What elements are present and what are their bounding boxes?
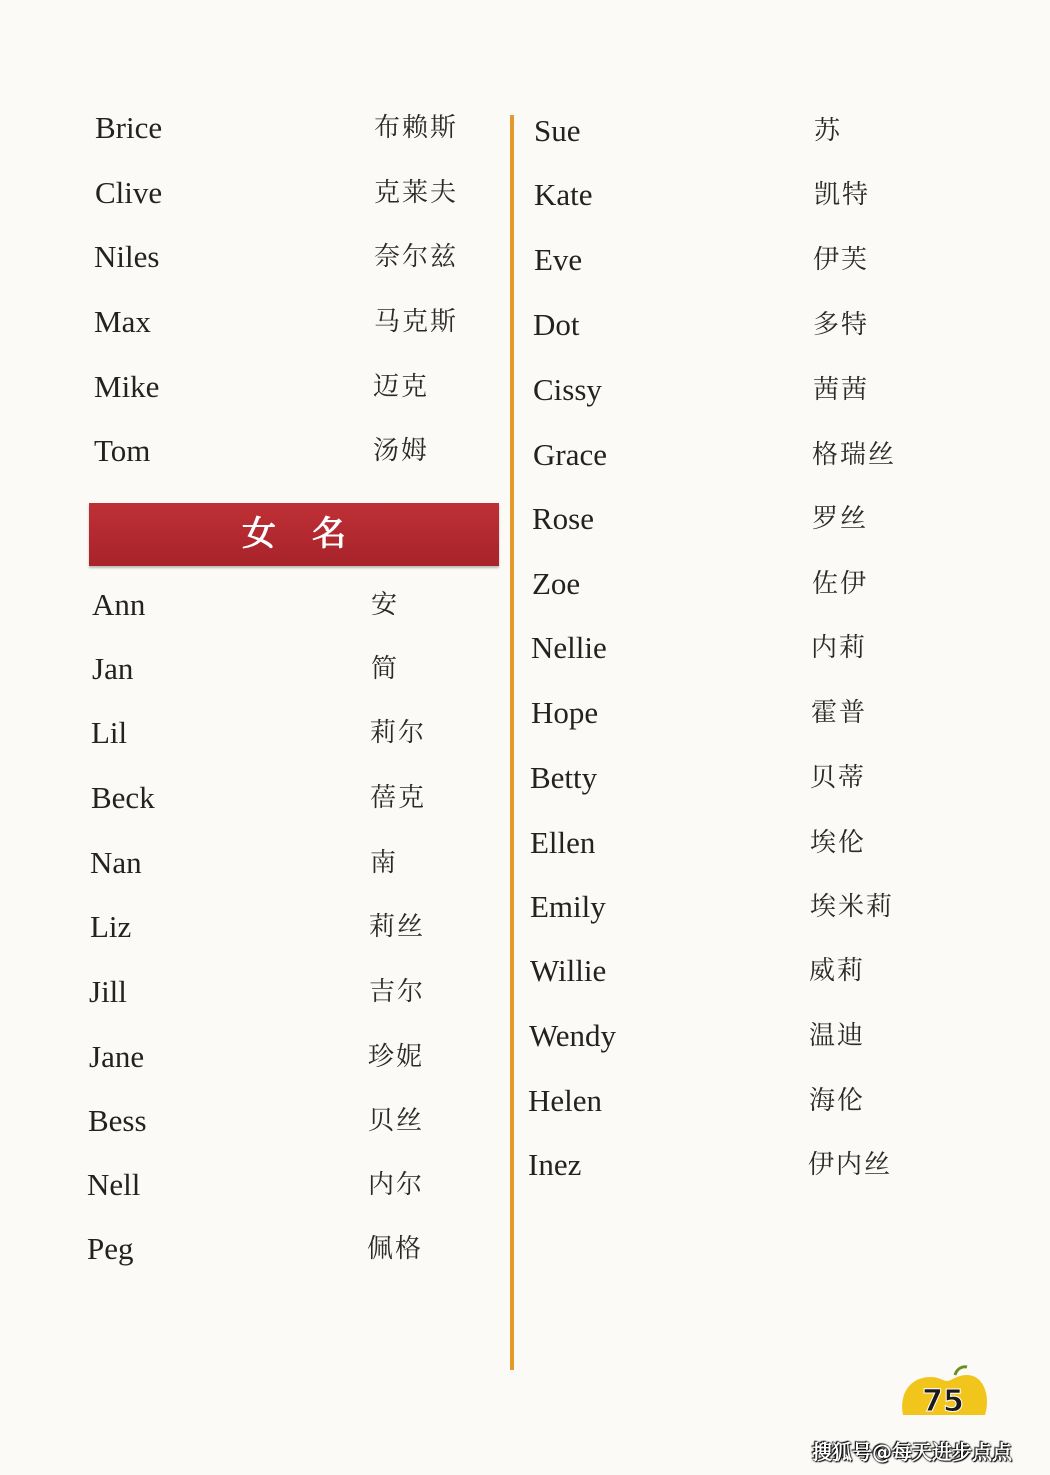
english-name: Mike <box>94 369 160 404</box>
chinese-name: 迈克 <box>373 372 430 402</box>
english-name: Nell <box>87 1167 141 1202</box>
english-name: Lil <box>91 715 128 750</box>
chinese-name: 奈尔兹 <box>374 242 459 272</box>
english-name: Ellen <box>530 825 596 860</box>
chinese-name: 内尔 <box>368 1170 425 1200</box>
chinese-name: 海伦 <box>809 1086 866 1116</box>
english-name: Helen <box>528 1083 603 1118</box>
chinese-name: 佩格 <box>367 1234 424 1264</box>
chinese-name: 布赖斯 <box>374 113 459 143</box>
english-name: Peg <box>87 1231 134 1266</box>
chinese-name: 汤姆 <box>373 436 430 466</box>
english-name: Betty <box>530 760 598 795</box>
chinese-name: 温迪 <box>809 1021 866 1051</box>
english-name: Ann <box>92 587 146 622</box>
page-number: 75 <box>922 1384 964 1415</box>
chinese-name: 霍普 <box>811 698 868 728</box>
chinese-name: 莉丝 <box>369 912 426 942</box>
english-name: Jane <box>89 1039 145 1074</box>
english-name: Willie <box>530 953 607 988</box>
english-name: Zoe <box>532 566 581 601</box>
chinese-name: 多特 <box>813 310 870 340</box>
apple-stem-icon <box>955 1367 967 1375</box>
chinese-name: 佐伊 <box>812 569 869 599</box>
english-name: Wendy <box>529 1018 617 1053</box>
chinese-name: 埃伦 <box>810 828 867 858</box>
chinese-name: 安 <box>371 590 400 620</box>
section-heading-banner <box>89 503 499 566</box>
column-divider <box>510 115 514 1370</box>
english-name: Beck <box>91 780 155 815</box>
english-name: Cissy <box>533 372 602 407</box>
english-name: Inez <box>528 1147 582 1182</box>
english-name: Kate <box>534 177 593 212</box>
chinese-name: 贝蒂 <box>810 763 867 793</box>
chinese-name: 贝丝 <box>368 1106 425 1136</box>
english-name: Dot <box>533 307 580 342</box>
english-name: Nellie <box>531 630 607 665</box>
chinese-name: 简 <box>371 654 400 684</box>
english-name: Jill <box>89 974 127 1009</box>
english-name: Brice <box>95 110 163 145</box>
chinese-name: 马克斯 <box>374 307 459 337</box>
english-name: Clive <box>95 175 163 210</box>
watermark: 搜狐号@每天进步点点 <box>812 1440 1012 1464</box>
english-name: Sue <box>534 113 581 148</box>
english-name: Nan <box>90 845 142 880</box>
chinese-name: 格瑞丝 <box>812 440 897 470</box>
chinese-name: 珍妮 <box>368 1042 425 1072</box>
chinese-name: 伊内丝 <box>808 1150 893 1180</box>
english-name: Niles <box>94 239 160 274</box>
chinese-name: 凯特 <box>814 180 871 210</box>
english-name: Bess <box>88 1103 147 1138</box>
chinese-name: 莉尔 <box>370 718 427 748</box>
chinese-name: 苏 <box>814 116 843 146</box>
english-name: Grace <box>533 437 607 472</box>
english-name: Tom <box>94 433 151 468</box>
page-number-badge <box>897 1365 989 1415</box>
english-name: Emily <box>530 889 606 924</box>
english-name: Liz <box>90 909 132 944</box>
english-name: Max <box>94 304 151 339</box>
chinese-name: 伊芙 <box>813 245 870 275</box>
chinese-name: 埃米莉 <box>810 892 895 922</box>
chinese-name: 茜茜 <box>813 375 870 405</box>
english-name: Eve <box>534 242 583 277</box>
section-heading: 女名 <box>242 514 382 554</box>
chinese-name: 克莱夫 <box>374 178 459 208</box>
chinese-name: 蓓克 <box>370 783 427 813</box>
chinese-name: 罗丝 <box>812 504 869 534</box>
english-name: Rose <box>532 501 594 536</box>
chinese-name: 威莉 <box>809 956 866 986</box>
chinese-name: 吉尔 <box>369 977 426 1007</box>
chinese-name: 内莉 <box>811 633 868 663</box>
chinese-name: 南 <box>370 848 399 878</box>
english-name: Jan <box>92 651 134 686</box>
english-name: Hope <box>531 695 599 730</box>
